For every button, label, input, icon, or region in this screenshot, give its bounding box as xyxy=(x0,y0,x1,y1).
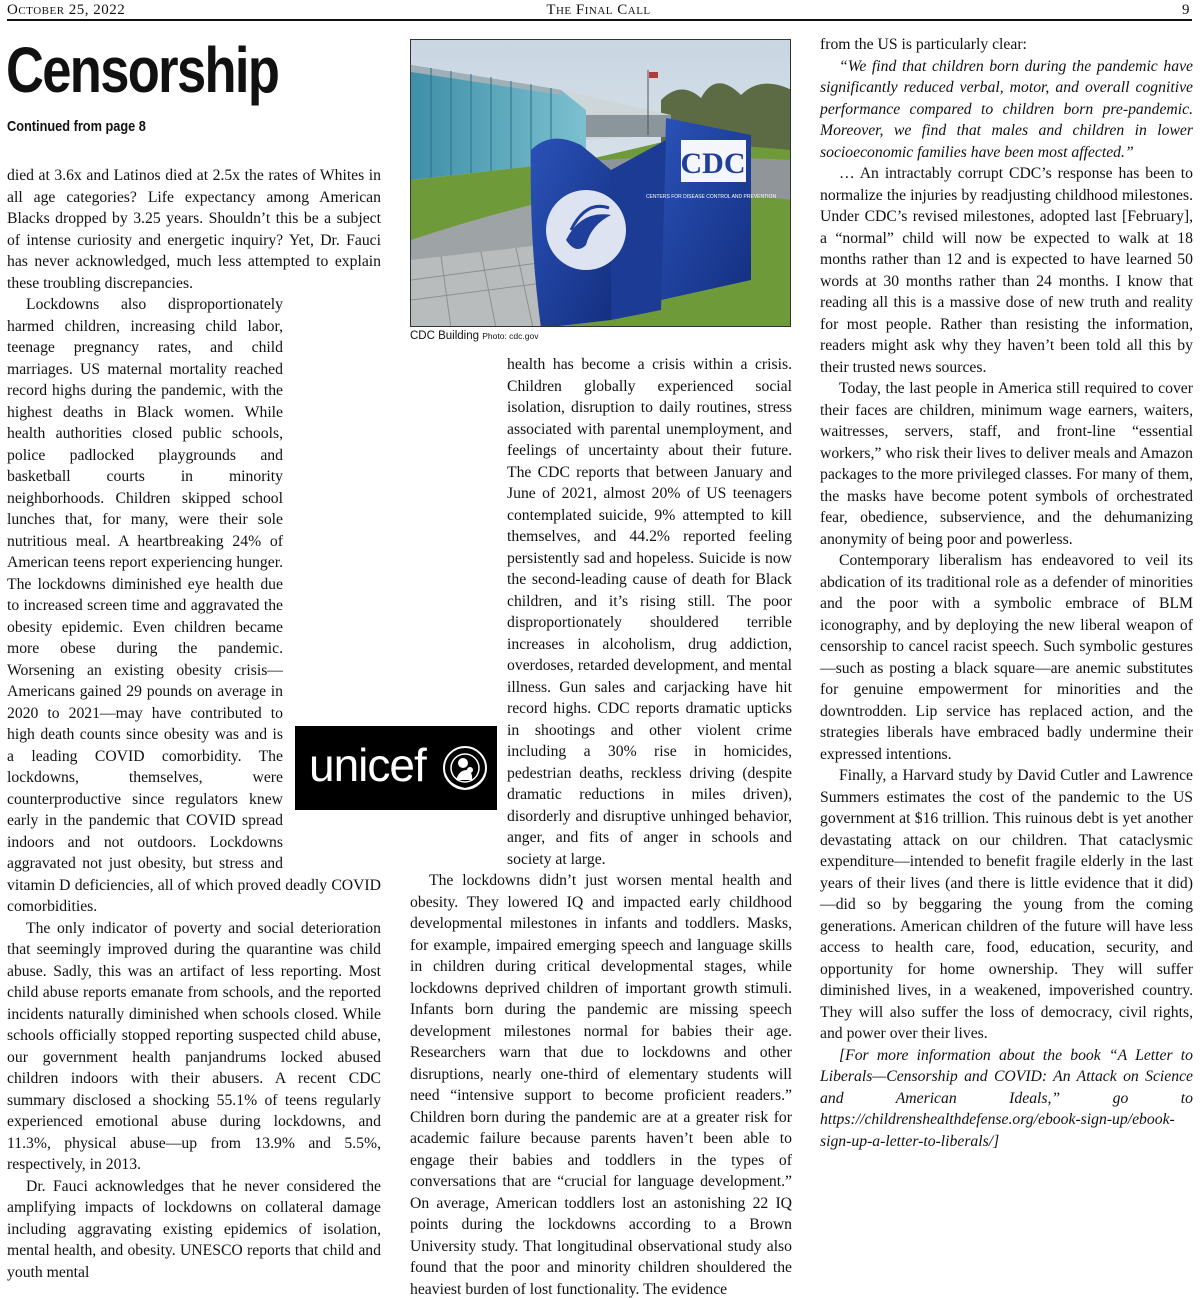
issue-date: October 25, 2022 xyxy=(7,2,126,18)
sign-logo-text: CDC xyxy=(680,147,746,180)
paragraph: The only indicator of poverty and social deterioration that seemingly improved during the quarantine was child abuse. Sadly, this was an artifact of less reporting. Most child abuse reports emanate from schools, and the reported incidents naturally diminished when schools closed. While schools officially stopped reporting suspected child abuse, our government health panjandrums locked abused children indoors with their abusers. A recent CDC summary disclosed a shocking 55.1% of teens regularly experienced emotional abuse during lockdowns, and 11.3%, physical abuse—up from 13.9% and 5.5%, respectively, in 2013. xyxy=(7,919,381,1173)
paragraph: Finally, a Harvard study by David Cutler and Lawrence Summers estimates the cost of the pandemic to the US government at $16 trillion. This ruinous debt is yet another devastating attack on our children. That cataclysmic expenditure—intended to benefit fragile elderly in the last years of their lives (and there is little evidence that it did)—did so by beggaring the young from the coming generations. American children of the future will have less access to health care, food, education, security, and opportunity for home ownership. They will suffer diminished lives, in a weakened, impoverished country. They will also suffer the loss of democracy, civil rights, and power over their lives. xyxy=(820,767,1193,1042)
paragraph: … An intractably corrupt CDC’s response has been to normalize the injuries by readjusting childhood milestones. Under CDC’s revised milestones, adopted last [February], a “normal” child will now be expected to walk at 18 months rather than 12 and is expected to have learned 50 words at 30 months rather than 24 months. I know that reading all this is a massive dose of new truth and reality for most people. Rather than resisting the information, readers might ask why they haven’t been told all this by their trusted news sources. xyxy=(820,165,1193,376)
article-headline: Censorship xyxy=(6,34,279,106)
caption-text: CDC Building xyxy=(410,330,480,342)
paragraph: Dr. Fauci acknowledges that he never considered the amplifying impacts of lockdowns on collateral damage including aggravating existing epidemics of isolation, mental health, and obesity. UNESCO reports that child and youth mental xyxy=(7,1177,381,1281)
sign-subtext: CENTERS FOR DISEASE CONTROL AND PREVENTION xyxy=(645,194,777,200)
article-column-1 xyxy=(7,165,381,1283)
paragraph: from the US is particularly clear: xyxy=(820,36,1027,53)
quoted-passage: “We find that children born during the pandemic have significantly reduced verbal, motor, and overall cognitive performance compared to children born pre-pandemic. Moreover, we find that males and children in lower socioeconomic families have been most affected.” xyxy=(820,57,1193,161)
photo-caption xyxy=(410,330,538,342)
paragraph: Today, the last people in America still required to cover their faces are children, minimum wage earners, waiters, waitresses, servers, staff, and front-line “essential workers,” who risk their lives to deliver meals and Amazon packages to the more privileged classes. For many of them, the masks have become potent symbols of orchestrated fear, obedience, subservience, and the dehumanizing anonymity of being poor and powerless. xyxy=(820,380,1193,548)
continued-note: Continued from page 8 xyxy=(7,118,146,135)
unicef-logo xyxy=(295,726,497,810)
unicef-wordmark: unicef xyxy=(309,739,426,791)
article-column-2 xyxy=(410,354,792,1298)
header-divider xyxy=(7,19,1192,21)
newspaper-name: The Final Call xyxy=(546,2,651,18)
paragraph: Lockdowns also disproportionately harmed children, increasing child labor, teenage pregnancy rates, and child marriages. US maternal mortality reached record highs during the pandemic, with the highest deaths in Black women. While health authorities closed public schools, police padlocked playgrounds and basketball courts in minority neighborhoods. Children skipped school lunches that, for many, were their sole nutritious meal. A heartbreaking 24% of American teens report experiencing hunger. The lockdowns diminished eye health due to increased screen time and aggravated the obesity epidemic. Even children became more obese during the pandemic. Worsening an existing obesity crisis—Americans gained 29 pounds on average in 2020 to 2021—may have contributed to high death counts since obesity was and is a leading COVID comorbidity. The lockdowns, themselves, were counterproductive since regulators knew early in the pandemic that COVID spread indoors and not outdoors. Lockdowns aggravated not just obesity, but stress and vitamin D deficiencies, all of which proved deadly COVID comorbidities. xyxy=(7,296,381,915)
page-number: 9 xyxy=(1182,2,1190,18)
cdc-building-illustration xyxy=(411,40,791,327)
article-column-3 xyxy=(820,34,1193,1152)
paragraph: The lockdowns didn’t just worsen mental health and obesity. They lowered IQ and impacted early childhood developmental milestones in infants and toddlers. Masks, for example, impaired emerging speech and language skills in children during critical developmental stages, while lockdowns deprived children of important growth stimuli. Infants born during the pandemic are missing speech development milestones normal for babies their age. Researchers warn that due to lockdowns and other disruptions, nearly one-third of elementary students will need “intensive support to become proficient readers.” Children born during the pandemic are at a greater risk for academic failure because parents haven’t been able to engage their babies and toddlers in the types of conversations that are “crucial for language development.” On average, American toddlers lost an astonishing 22 IQ points during the lockdowns according to a Brown University study. That longitudinal observational study also found that the poor and minority children shouldered the heaviest burden of lost functionality. The evidence xyxy=(410,872,792,1298)
paragraph: died at 3.6x and Latinos died at 2.5x the rates of Whites in all age categories? Life expectancy among American Blacks dropped by 3.25 years. Shouldn’t this be a subject of intense curiosity and energetic inquiry? Yet, Dr. Fauci has never acknowledged, much less attempted to explain these troubling discrepancies. xyxy=(7,167,381,292)
photo-credit: Photo: cdc.gov xyxy=(482,331,539,341)
paragraph: Contemporary liberalism has endeavored to veil its abdication of its traditional role as a defender of minorities and the poor with a symbolic embrace of BLM iconography, and by deploying the new liberal weapon of censorship to cancel racist speech. Such symbolic gestures—such as posting a black square—are anemic substitutes for genuine empowerment for minorities and the downtrodden. Lip service has replaced action, and the strategies liberals have embraced badly undermine their expressed intentions. xyxy=(820,552,1193,763)
paragraph: health has become a crisis within a crisis. Children globally experienced social isolation, disruption to daily routines, stress associated with parental unemployment, and feelings of uncertainty about their future. The CDC reports that between January and June of 2021, almost 20% of US teenagers contemplated suicide, 9% attempted to kill themselves, and 44.2% reported feeling persistently sad and hopeless. Suicide is now the second-leading cause of death for Black children, and it’s rising still. The poor disproportionately shouldered terrible increases in alcoholism, drug addiction, overdoses, retarded development, and mental illness. Gun sales and carjacking have hit record highs. CDC reports dramatic upticks in shootings and other violent crime including a 30% rise in homicides, pedestrian deaths, reckless driving (despite dramatic reductions in miles driven), disorderly and disruptive unhinged behavior, anger, and fits of anger in schools and society at large. xyxy=(507,356,792,868)
book-info-note: [For more information about the book “A Letter to Liberals—Censorship and COVID: An Attack on Science and American Ideals,” go to https://childrenshealthdefense.org/ebook-sign-up/ebook-sign-up-a-letter-to-liberals/] xyxy=(820,1046,1193,1150)
unicef-emblem-icon xyxy=(441,744,489,792)
page-header xyxy=(7,2,1190,18)
cdc-building-photo xyxy=(410,39,791,327)
